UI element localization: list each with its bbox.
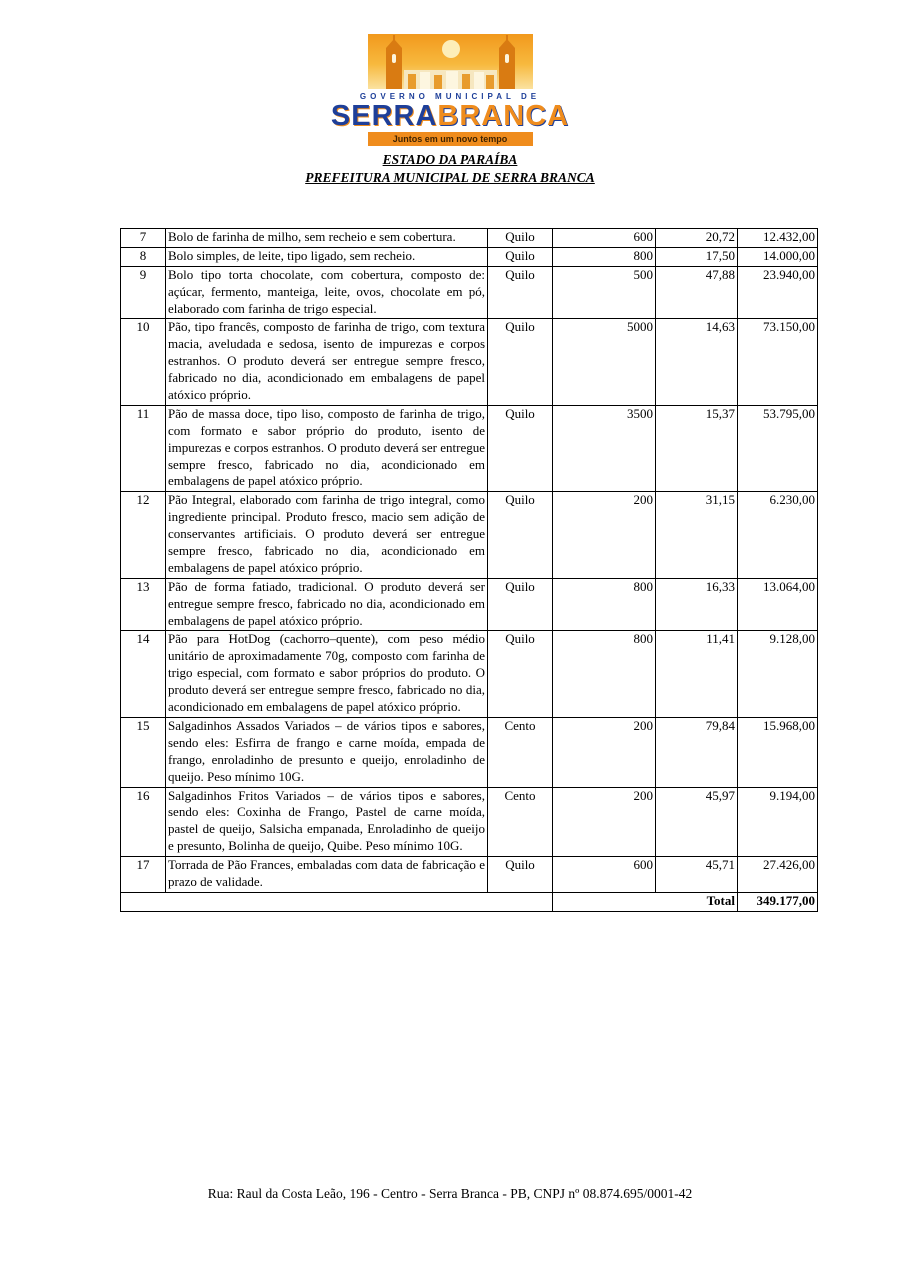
item-quantity: 3500 [553,405,656,491]
item-unit-price: 15,37 [656,405,738,491]
item-quantity: 5000 [553,319,656,405]
item-total: 15.968,00 [738,717,818,787]
item-total: 53.795,00 [738,405,818,491]
logo-governo-text: GOVERNO MUNICIPAL DE [359,92,541,101]
document-header [0,0,900,186]
footer-address: Rua: Raul da Costa Leão, 196 - Centro - Serra Branca - PB, CNPJ nº 08.874.695/0001-42 [207,1186,693,1201]
item-unit: Quilo [488,492,553,578]
item-number: 16 [121,787,166,857]
total-value: 349.177,00 [738,892,818,911]
item-total: 23.940,00 [738,266,818,319]
item-number: 7 [121,229,166,248]
table-row [121,492,818,578]
table-row [121,405,818,491]
item-description: Pão, tipo francês, composto de farinha de trigo, com textura macia, aveludada e sedosa, isento de impurezas e corpos estranhos. O produto deverá ser entregue sempre fresco, fabricado no dia, acondicionado em embalagens de papel atóxico próprio. [166,319,488,405]
logo-tagline: Juntos em um novo tempo [368,132,533,146]
table-row [121,717,818,787]
item-total: 73.150,00 [738,319,818,405]
item-description: Pão de massa doce, tipo liso, composto de farinha de trigo, com formato e sabor próprio do produto, isento de impurezas e corpos estranhos. O produto deverá ser entregue sempre fresco, fabricado no dia, acondicionado em embalagens de papel atóxico próprio. [166,405,488,491]
item-description: Torrada de Pão Frances, embaladas com data de fabricação e prazo de validade. [166,857,488,893]
total-empty-cell [121,892,553,911]
item-unit: Quilo [488,229,553,248]
estado-title: ESTADO DA PARAÍBA [382,152,518,167]
item-number: 17 [121,857,166,893]
item-total: 27.426,00 [738,857,818,893]
item-unit-price: 11,41 [656,631,738,717]
item-unit-price: 20,72 [656,229,738,248]
table-row [121,631,818,717]
item-total: 6.230,00 [738,492,818,578]
items-table [120,228,818,912]
document-footer [0,1186,900,1202]
item-unit: Cento [488,787,553,857]
item-unit: Quilo [488,631,553,717]
item-unit-price: 45,71 [656,857,738,893]
item-unit: Cento [488,717,553,787]
item-number: 8 [121,247,166,266]
item-quantity: 600 [553,857,656,893]
item-total: 9.194,00 [738,787,818,857]
item-quantity: 600 [553,229,656,248]
item-description: Pão Integral, elaborado com farinha de trigo integral, como ingrediente principal. Produto fresco, macio sem adição de conservantes artificiais. O produto deverá ser entregue sempre fresco, fabricado no dia, acondicionado em embalagens de papel atóxico próprio. [166,492,488,578]
table-row [121,787,818,857]
logo-image [368,34,533,89]
item-description: Salgadinhos Fritos Variados – de vários tipos e sabores, sendo eles: Coxinha de Frango, Pastel de carne moída, pastel de queijo, Salsicha empanada, Enroladinho de queijo e presunto, Bolinha de queijo, Quibe. Peso mínimo 10G. [166,787,488,857]
logo-name-text [331,102,569,131]
item-number: 11 [121,405,166,491]
table-row [121,857,818,893]
item-unit-price: 14,63 [656,319,738,405]
item-quantity: 500 [553,266,656,319]
item-unit: Quilo [488,266,553,319]
item-quantity: 800 [553,578,656,631]
item-unit-price: 79,84 [656,717,738,787]
table-row [121,247,818,266]
item-unit: Quilo [488,405,553,491]
item-description: Bolo simples, de leite, tipo ligado, sem recheio. [166,247,488,266]
item-total: 9.128,00 [738,631,818,717]
item-unit: Quilo [488,857,553,893]
municipal-logo [331,34,569,146]
logo-branca-text: BRANCA [437,100,570,132]
prefeitura-title: PREFEITURA MUNICIPAL DE SERRA BRANCA [305,170,595,185]
document-body [0,228,900,912]
logo-serra-text: SERRA [330,100,438,132]
item-number: 15 [121,717,166,787]
item-unit: Quilo [488,319,553,405]
item-total: 13.064,00 [738,578,818,631]
item-number: 14 [121,631,166,717]
item-quantity: 200 [553,717,656,787]
item-number: 10 [121,319,166,405]
item-description: Pão para HotDog (cachorro–quente), com peso médio unitário de aproximadamente 70g, composto com farinha de trigo especial, com formato e sabor próprios do produto. O produto deverá ser entregue sempre fresco, fabricado no dia, acondicionado em embalagens de papel atóxico próprio. [166,631,488,717]
total-label: Total [553,892,738,911]
table-row [121,266,818,319]
item-unit-price: 47,88 [656,266,738,319]
item-quantity: 200 [553,492,656,578]
item-description: Pão de forma fatiado, tradicional. O produto deverá ser entregue sempre fresco, fabricado no dia, acondicionado em embalagens de papel atóxico próprio. [166,578,488,631]
item-number: 12 [121,492,166,578]
item-unit-price: 17,50 [656,247,738,266]
item-unit-price: 31,15 [656,492,738,578]
total-row [121,892,818,911]
item-description: Bolo de farinha de milho, sem recheio e sem cobertura. [166,229,488,248]
item-unit: Quilo [488,247,553,266]
item-description: Bolo tipo torta chocolate, com cobertura, composto de: açúcar, fermento, manteiga, leite, ovos, chocolate em pó, elaborado com farinha de trigo especial. [166,266,488,319]
items-body [121,229,818,893]
item-unit-price: 45,97 [656,787,738,857]
item-quantity: 200 [553,787,656,857]
item-unit-price: 16,33 [656,578,738,631]
item-number: 9 [121,266,166,319]
item-description: Salgadinhos Assados Variados – de vários tipos e sabores, sendo eles: Esfirra de frango e carne moída, empada de frango, enroladinho de presunto e queijo, enroladinho de queijo. Peso mínimo 10G. [166,717,488,787]
item-total: 14.000,00 [738,247,818,266]
table-row [121,319,818,405]
item-number: 13 [121,578,166,631]
table-row [121,578,818,631]
item-unit: Quilo [488,578,553,631]
table-row [121,229,818,248]
item-quantity: 800 [553,247,656,266]
item-quantity: 800 [553,631,656,717]
item-total: 12.432,00 [738,229,818,248]
